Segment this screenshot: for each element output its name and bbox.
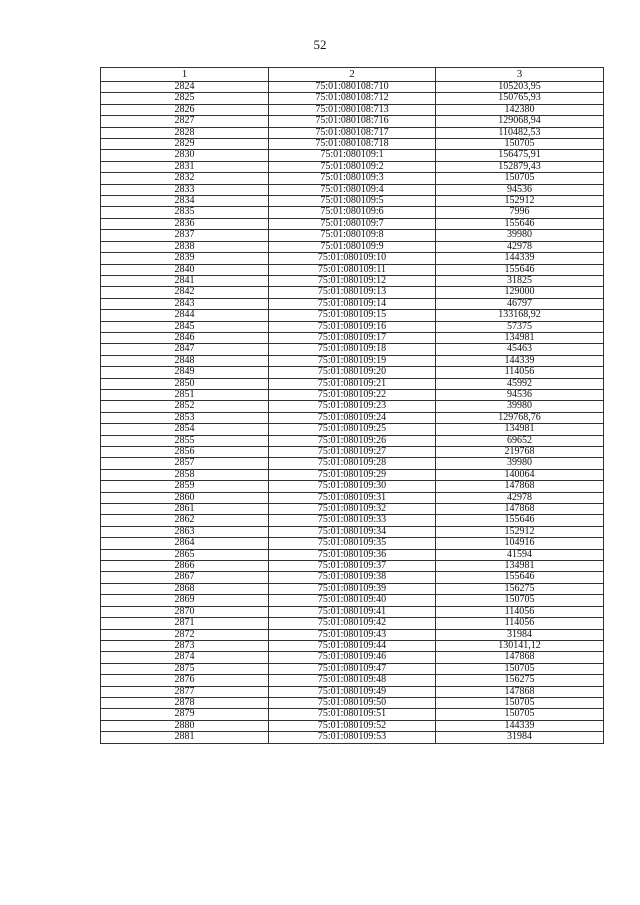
cadastral-number-cell: 75:01:080109:44 bbox=[269, 640, 436, 651]
value-cell: 142380 bbox=[436, 104, 604, 115]
value-cell: 31984 bbox=[436, 732, 604, 743]
table-row bbox=[101, 583, 604, 594]
table-row bbox=[101, 150, 604, 161]
table-row bbox=[101, 675, 604, 686]
cadastral-number-cell: 75:01:080108:712 bbox=[269, 93, 436, 104]
row-number-cell: 2825 bbox=[101, 93, 269, 104]
table-row bbox=[101, 720, 604, 731]
cadastral-number-cell: 75:01:080109:9 bbox=[269, 241, 436, 252]
table-row bbox=[101, 686, 604, 697]
cadastral-number-cell: 75:01:080109:26 bbox=[269, 435, 436, 446]
cadastral-number-cell: 75:01:080109:18 bbox=[269, 344, 436, 355]
cadastral-number-cell: 75:01:080109:21 bbox=[269, 378, 436, 389]
cadastral-number-cell: 75:01:080109:5 bbox=[269, 196, 436, 207]
row-number-cell: 2844 bbox=[101, 310, 269, 321]
table-row bbox=[101, 298, 604, 309]
cadastral-number-cell: 75:01:080109:47 bbox=[269, 663, 436, 674]
value-cell: 144339 bbox=[436, 253, 604, 264]
value-cell: 104916 bbox=[436, 538, 604, 549]
row-number-cell: 2858 bbox=[101, 469, 269, 480]
cadastral-number-cell: 75:01:080109:40 bbox=[269, 595, 436, 606]
cadastral-number-cell: 75:01:080109:11 bbox=[269, 264, 436, 275]
row-number-cell: 2835 bbox=[101, 207, 269, 218]
cadastral-number-cell: 75:01:080109:34 bbox=[269, 526, 436, 537]
value-cell: 114056 bbox=[436, 606, 604, 617]
cadastral-number-cell: 75:01:080109:16 bbox=[269, 321, 436, 332]
cadastral-number-cell: 75:01:080109:53 bbox=[269, 732, 436, 743]
table-row bbox=[101, 275, 604, 286]
value-cell: 7996 bbox=[436, 207, 604, 218]
table-row bbox=[101, 435, 604, 446]
table-row bbox=[101, 367, 604, 378]
data-table bbox=[100, 67, 604, 744]
table-row bbox=[101, 595, 604, 606]
table-row bbox=[101, 572, 604, 583]
table-row bbox=[101, 139, 604, 150]
value-cell: 134981 bbox=[436, 561, 604, 572]
table-row bbox=[101, 492, 604, 503]
cadastral-number-cell: 75:01:080109:36 bbox=[269, 549, 436, 560]
table-row bbox=[101, 549, 604, 560]
cadastral-number-cell: 75:01:080109:17 bbox=[269, 332, 436, 343]
row-number-cell: 2865 bbox=[101, 549, 269, 560]
row-number-cell: 2875 bbox=[101, 663, 269, 674]
row-number-cell: 2833 bbox=[101, 184, 269, 195]
value-cell: 155646 bbox=[436, 264, 604, 275]
cadastral-number-cell: 75:01:080108:710 bbox=[269, 82, 436, 93]
table-row bbox=[101, 310, 604, 321]
value-cell: 69652 bbox=[436, 435, 604, 446]
row-number-cell: 2864 bbox=[101, 538, 269, 549]
row-number-cell: 2851 bbox=[101, 389, 269, 400]
row-number-cell: 2847 bbox=[101, 344, 269, 355]
cadastral-number-cell: 75:01:080108:716 bbox=[269, 116, 436, 127]
table-row bbox=[101, 447, 604, 458]
value-cell: 45463 bbox=[436, 344, 604, 355]
row-number-cell: 2846 bbox=[101, 332, 269, 343]
value-cell: 147868 bbox=[436, 652, 604, 663]
table-row bbox=[101, 196, 604, 207]
cadastral-number-cell: 75:01:080109:30 bbox=[269, 481, 436, 492]
value-cell: 147868 bbox=[436, 481, 604, 492]
table-row bbox=[101, 355, 604, 366]
cadastral-number-cell: 75:01:080109:42 bbox=[269, 618, 436, 629]
value-cell: 114056 bbox=[436, 618, 604, 629]
value-cell: 105203,95 bbox=[436, 82, 604, 93]
row-number-cell: 2872 bbox=[101, 629, 269, 640]
row-number-cell: 2877 bbox=[101, 686, 269, 697]
value-cell: 134981 bbox=[436, 424, 604, 435]
value-cell: 150765,93 bbox=[436, 93, 604, 104]
table-row bbox=[101, 332, 604, 343]
row-number-cell: 2838 bbox=[101, 241, 269, 252]
table-row bbox=[101, 663, 604, 674]
value-cell: 147868 bbox=[436, 686, 604, 697]
value-cell: 134981 bbox=[436, 332, 604, 343]
row-number-cell: 2878 bbox=[101, 697, 269, 708]
cadastral-number-cell: 75:01:080109:33 bbox=[269, 515, 436, 526]
value-cell: 152912 bbox=[436, 526, 604, 537]
value-cell: 150705 bbox=[436, 173, 604, 184]
cadastral-number-cell: 75:01:080109:46 bbox=[269, 652, 436, 663]
cadastral-number-cell: 75:01:080109:13 bbox=[269, 287, 436, 298]
row-number-cell: 2867 bbox=[101, 572, 269, 583]
row-number-cell: 2863 bbox=[101, 526, 269, 537]
row-number-cell: 2881 bbox=[101, 732, 269, 743]
table-row bbox=[101, 412, 604, 423]
row-number-cell: 2873 bbox=[101, 640, 269, 651]
cadastral-number-cell: 75:01:080109:3 bbox=[269, 173, 436, 184]
value-cell: 45992 bbox=[436, 378, 604, 389]
cadastral-number-cell: 75:01:080109:24 bbox=[269, 412, 436, 423]
row-number-cell: 2828 bbox=[101, 127, 269, 138]
table-row bbox=[101, 82, 604, 93]
value-cell: 144339 bbox=[436, 720, 604, 731]
table-row bbox=[101, 93, 604, 104]
cadastral-number-cell: 75:01:080109:39 bbox=[269, 583, 436, 594]
cadastral-number-cell: 75:01:080109:28 bbox=[269, 458, 436, 469]
value-cell: 94536 bbox=[436, 184, 604, 195]
row-number-cell: 2868 bbox=[101, 583, 269, 594]
table-row bbox=[101, 173, 604, 184]
value-cell: 150705 bbox=[436, 139, 604, 150]
cadastral-number-cell: 75:01:080109:38 bbox=[269, 572, 436, 583]
row-number-cell: 2852 bbox=[101, 401, 269, 412]
cadastral-number-cell: 75:01:080109:49 bbox=[269, 686, 436, 697]
table-row bbox=[101, 264, 604, 275]
table-row bbox=[101, 241, 604, 252]
row-number-cell: 2827 bbox=[101, 116, 269, 127]
table-row bbox=[101, 424, 604, 435]
cadastral-number-cell: 75:01:080108:717 bbox=[269, 127, 436, 138]
table-row bbox=[101, 526, 604, 537]
row-number-cell: 2829 bbox=[101, 139, 269, 150]
table-row bbox=[101, 538, 604, 549]
cadastral-number-cell: 75:01:080109:8 bbox=[269, 230, 436, 241]
table-row bbox=[101, 401, 604, 412]
row-number-cell: 2843 bbox=[101, 298, 269, 309]
table-row bbox=[101, 561, 604, 572]
value-cell: 155646 bbox=[436, 218, 604, 229]
table-row bbox=[101, 287, 604, 298]
row-number-cell: 2826 bbox=[101, 104, 269, 115]
cadastral-number-cell: 75:01:080109:50 bbox=[269, 697, 436, 708]
table-row bbox=[101, 697, 604, 708]
cadastral-number-cell: 75:01:080109:22 bbox=[269, 389, 436, 400]
table-row bbox=[101, 640, 604, 651]
header-row bbox=[101, 68, 604, 82]
value-cell: 150705 bbox=[436, 595, 604, 606]
row-number-cell: 2879 bbox=[101, 709, 269, 720]
table-row bbox=[101, 116, 604, 127]
table-row bbox=[101, 389, 604, 400]
table-header bbox=[101, 68, 604, 82]
table-row bbox=[101, 161, 604, 172]
row-number-cell: 2824 bbox=[101, 82, 269, 93]
row-number-cell: 2861 bbox=[101, 504, 269, 515]
row-number-cell: 2848 bbox=[101, 355, 269, 366]
cadastral-number-cell: 75:01:080109:14 bbox=[269, 298, 436, 309]
table-row bbox=[101, 618, 604, 629]
value-cell: 42978 bbox=[436, 241, 604, 252]
value-cell: 150705 bbox=[436, 697, 604, 708]
cadastral-number-cell: 75:01:080109:25 bbox=[269, 424, 436, 435]
table-row bbox=[101, 629, 604, 640]
cadastral-number-cell: 75:01:080109:29 bbox=[269, 469, 436, 480]
row-number-cell: 2832 bbox=[101, 173, 269, 184]
table-row bbox=[101, 652, 604, 663]
value-cell: 219768 bbox=[436, 447, 604, 458]
row-number-cell: 2831 bbox=[101, 161, 269, 172]
row-number-cell: 2854 bbox=[101, 424, 269, 435]
table-row bbox=[101, 321, 604, 332]
row-number-cell: 2841 bbox=[101, 275, 269, 286]
row-number-cell: 2866 bbox=[101, 561, 269, 572]
table-row bbox=[101, 515, 604, 526]
cadastral-number-cell: 75:01:080109:43 bbox=[269, 629, 436, 640]
value-cell: 129000 bbox=[436, 287, 604, 298]
row-number-cell: 2862 bbox=[101, 515, 269, 526]
value-cell: 41594 bbox=[436, 549, 604, 560]
table-row bbox=[101, 218, 604, 229]
value-cell: 155646 bbox=[436, 515, 604, 526]
table-row bbox=[101, 344, 604, 355]
table-row bbox=[101, 481, 604, 492]
table-row bbox=[101, 732, 604, 743]
cadastral-number-cell: 75:01:080109:31 bbox=[269, 492, 436, 503]
row-number-cell: 2876 bbox=[101, 675, 269, 686]
table-row bbox=[101, 469, 604, 480]
row-number-cell: 2853 bbox=[101, 412, 269, 423]
cadastral-number-cell: 75:01:080109:48 bbox=[269, 675, 436, 686]
value-cell: 133168,92 bbox=[436, 310, 604, 321]
value-cell: 140064 bbox=[436, 469, 604, 480]
table-row bbox=[101, 378, 604, 389]
row-number-cell: 2859 bbox=[101, 481, 269, 492]
page-number: 52 bbox=[313, 37, 327, 52]
cadastral-number-cell: 75:01:080109:35 bbox=[269, 538, 436, 549]
row-number-cell: 2839 bbox=[101, 253, 269, 264]
value-cell: 152879,43 bbox=[436, 161, 604, 172]
value-cell: 114056 bbox=[436, 367, 604, 378]
value-cell: 156275 bbox=[436, 583, 604, 594]
table-row bbox=[101, 104, 604, 115]
value-cell: 129768,76 bbox=[436, 412, 604, 423]
cadastral-number-cell: 75:01:080109:15 bbox=[269, 310, 436, 321]
cadastral-number-cell: 75:01:080109:12 bbox=[269, 275, 436, 286]
cadastral-number-cell: 75:01:080109:51 bbox=[269, 709, 436, 720]
row-number-cell: 2840 bbox=[101, 264, 269, 275]
cadastral-number-cell: 75:01:080108:718 bbox=[269, 139, 436, 150]
value-cell: 130141,12 bbox=[436, 640, 604, 651]
value-cell: 39980 bbox=[436, 230, 604, 241]
cadastral-number-cell: 75:01:080109:2 bbox=[269, 161, 436, 172]
value-cell: 31984 bbox=[436, 629, 604, 640]
table-row bbox=[101, 709, 604, 720]
table-row bbox=[101, 230, 604, 241]
cadastral-number-cell: 75:01:080108:713 bbox=[269, 104, 436, 115]
value-cell: 129068,94 bbox=[436, 116, 604, 127]
row-number-cell: 2856 bbox=[101, 447, 269, 458]
table-row bbox=[101, 504, 604, 515]
value-cell: 110482,53 bbox=[436, 127, 604, 138]
table-row bbox=[101, 127, 604, 138]
row-number-cell: 2870 bbox=[101, 606, 269, 617]
cadastral-number-cell: 75:01:080109:7 bbox=[269, 218, 436, 229]
cadastral-number-cell: 75:01:080109:52 bbox=[269, 720, 436, 731]
cadastral-number-cell: 75:01:080109:1 bbox=[269, 150, 436, 161]
value-cell: 57375 bbox=[436, 321, 604, 332]
value-cell: 94536 bbox=[436, 389, 604, 400]
cadastral-number-cell: 75:01:080109:41 bbox=[269, 606, 436, 617]
row-number-cell: 2874 bbox=[101, 652, 269, 663]
value-cell: 39980 bbox=[436, 458, 604, 469]
cadastral-number-cell: 75:01:080109:37 bbox=[269, 561, 436, 572]
value-cell: 46797 bbox=[436, 298, 604, 309]
column-header-3: 3 bbox=[436, 68, 604, 82]
value-cell: 144339 bbox=[436, 355, 604, 366]
column-header-2: 2 bbox=[269, 68, 436, 82]
value-cell: 31825 bbox=[436, 275, 604, 286]
row-number-cell: 2836 bbox=[101, 218, 269, 229]
cadastral-number-cell: 75:01:080109:19 bbox=[269, 355, 436, 366]
value-cell: 39980 bbox=[436, 401, 604, 412]
value-cell: 42978 bbox=[436, 492, 604, 503]
row-number-cell: 2871 bbox=[101, 618, 269, 629]
table-row bbox=[101, 184, 604, 195]
row-number-cell: 2869 bbox=[101, 595, 269, 606]
column-header-1: 1 bbox=[101, 68, 269, 82]
value-cell: 155646 bbox=[436, 572, 604, 583]
row-number-cell: 2860 bbox=[101, 492, 269, 503]
value-cell: 150705 bbox=[436, 709, 604, 720]
row-number-cell: 2849 bbox=[101, 367, 269, 378]
row-number-cell: 2830 bbox=[101, 150, 269, 161]
row-number-cell: 2850 bbox=[101, 378, 269, 389]
row-number-cell: 2857 bbox=[101, 458, 269, 469]
value-cell: 156275 bbox=[436, 675, 604, 686]
row-number-cell: 2842 bbox=[101, 287, 269, 298]
table-row bbox=[101, 253, 604, 264]
cadastral-number-cell: 75:01:080109:20 bbox=[269, 367, 436, 378]
row-number-cell: 2837 bbox=[101, 230, 269, 241]
table-row bbox=[101, 458, 604, 469]
table-row bbox=[101, 606, 604, 617]
value-cell: 156475,91 bbox=[436, 150, 604, 161]
table-row bbox=[101, 207, 604, 218]
cadastral-number-cell: 75:01:080109:6 bbox=[269, 207, 436, 218]
table-body bbox=[101, 82, 604, 744]
row-number-cell: 2880 bbox=[101, 720, 269, 731]
cadastral-number-cell: 75:01:080109:10 bbox=[269, 253, 436, 264]
row-number-cell: 2834 bbox=[101, 196, 269, 207]
value-cell: 150705 bbox=[436, 663, 604, 674]
row-number-cell: 2845 bbox=[101, 321, 269, 332]
row-number-cell: 2855 bbox=[101, 435, 269, 446]
cadastral-number-cell: 75:01:080109:4 bbox=[269, 184, 436, 195]
value-cell: 147868 bbox=[436, 504, 604, 515]
cadastral-number-cell: 75:01:080109:23 bbox=[269, 401, 436, 412]
cadastral-number-cell: 75:01:080109:27 bbox=[269, 447, 436, 458]
cadastral-number-cell: 75:01:080109:32 bbox=[269, 504, 436, 515]
value-cell: 152912 bbox=[436, 196, 604, 207]
